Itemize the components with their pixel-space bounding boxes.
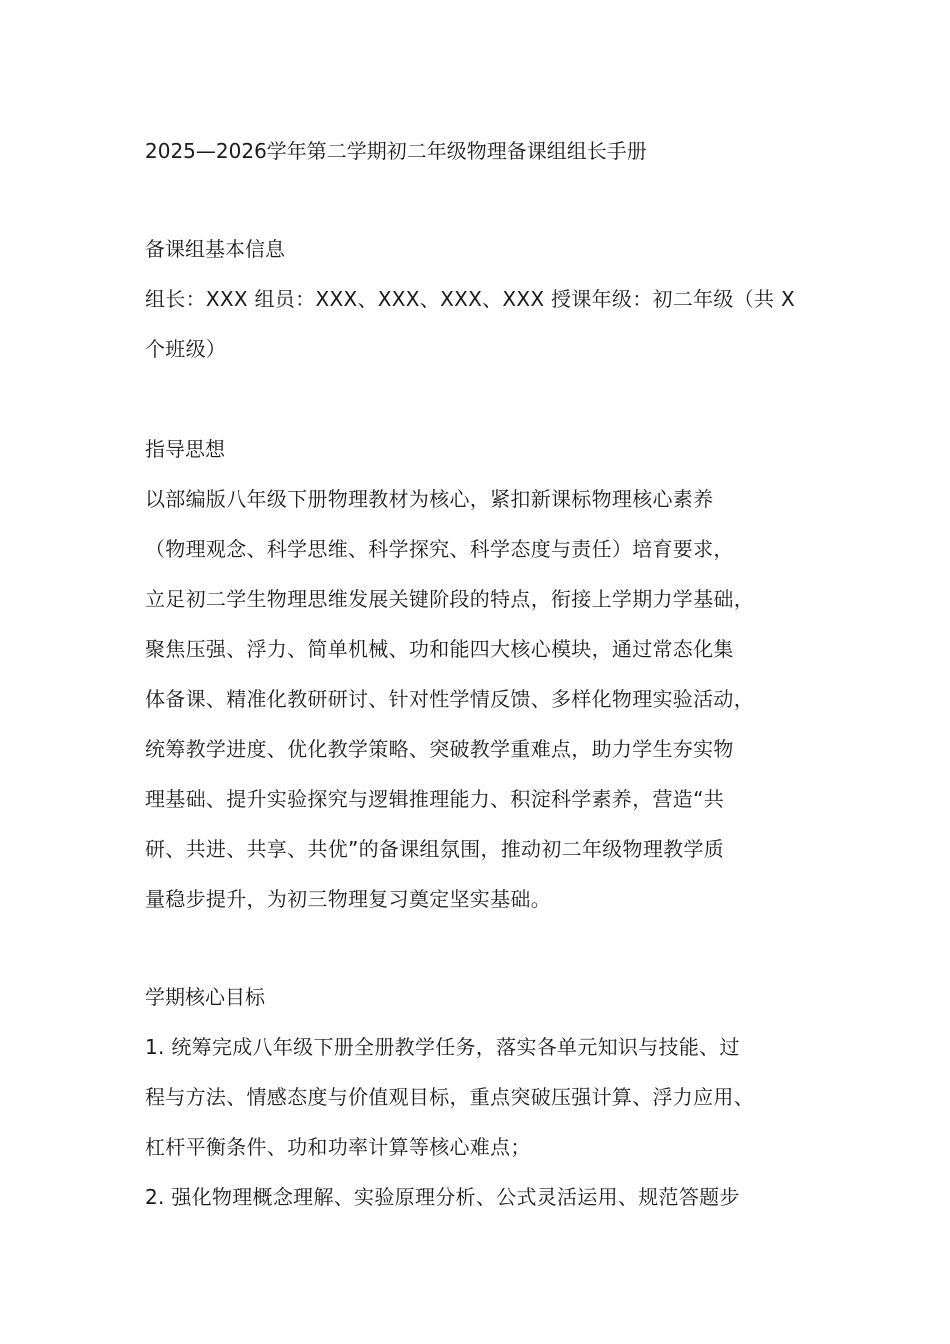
paragraph-line: 研、共进、共享、共优”的备课组氛围，推动初二年级物理教学质 xyxy=(145,837,725,861)
paragraph-line: 聚焦压强、浮力、简单机械、功和能四大核心模块，通过常态化集 xyxy=(145,637,734,661)
paragraph-line: 以部编版八年级下册物理教材为核心，紧扣新课标物理核心素养 xyxy=(145,487,714,511)
paragraph-line: （物理观念、科学思维、科学探究、科学态度与责任）培育要求， xyxy=(145,537,734,561)
paragraph-line: 量稳步提升，为初三物理复习奠定坚实基础。 xyxy=(145,887,551,911)
section-basic-info xyxy=(145,236,835,374)
document-title: 2025—2026学年第二学期初二年级物理备课组组长手册 xyxy=(145,139,647,163)
section-heading-guiding-ideology: 指导思想 xyxy=(145,437,225,461)
paragraph-line: 立足初二学生物理思维发展关键阶段的特点，衔接上学期力学基础， xyxy=(145,587,754,611)
list-item-line: 杠杆平衡条件、功和功率计算等核心难点； xyxy=(145,1135,531,1159)
semester-goals-list xyxy=(145,1022,835,1222)
list-item-line: 2. 强化物理概念理解、实验原理分析、公式灵活运用、规范答题步 xyxy=(145,1185,740,1209)
list-item-line: 程与方法、情感态度与价值观目标，重点突破压强计算、浮力应用、 xyxy=(145,1085,754,1109)
paragraph-line: 体备课、精准化教研研讨、针对性学情反馈、多样化物理实验活动， xyxy=(145,687,754,711)
list-item-line: 1. 统筹完成八年级下册全册教学任务，落实各单元知识与技能、过 xyxy=(145,1035,740,1059)
section-heading-basic-info: 备课组基本信息 xyxy=(145,237,285,261)
paragraph-line: 个班级） xyxy=(145,337,227,361)
paragraph-line: 组长：XXX 组员：XXX、XXX、XXX、XXX 授课年级：初二年级（共 X xyxy=(145,287,795,311)
section-semester-goals xyxy=(145,984,835,1222)
paragraph-line: 统筹教学进度、优化教学策略、突破教学重难点，助力学生夯实物 xyxy=(145,737,734,761)
basic-info-paragraph xyxy=(145,274,835,374)
paragraph-line: 理基础、提升实验探究与逻辑推理能力、积淀科学素养，营造“共 xyxy=(145,787,725,811)
section-heading-semester-goals: 学期核心目标 xyxy=(145,985,265,1009)
guiding-ideology-paragraph xyxy=(145,474,835,924)
section-guiding-ideology xyxy=(145,436,835,924)
